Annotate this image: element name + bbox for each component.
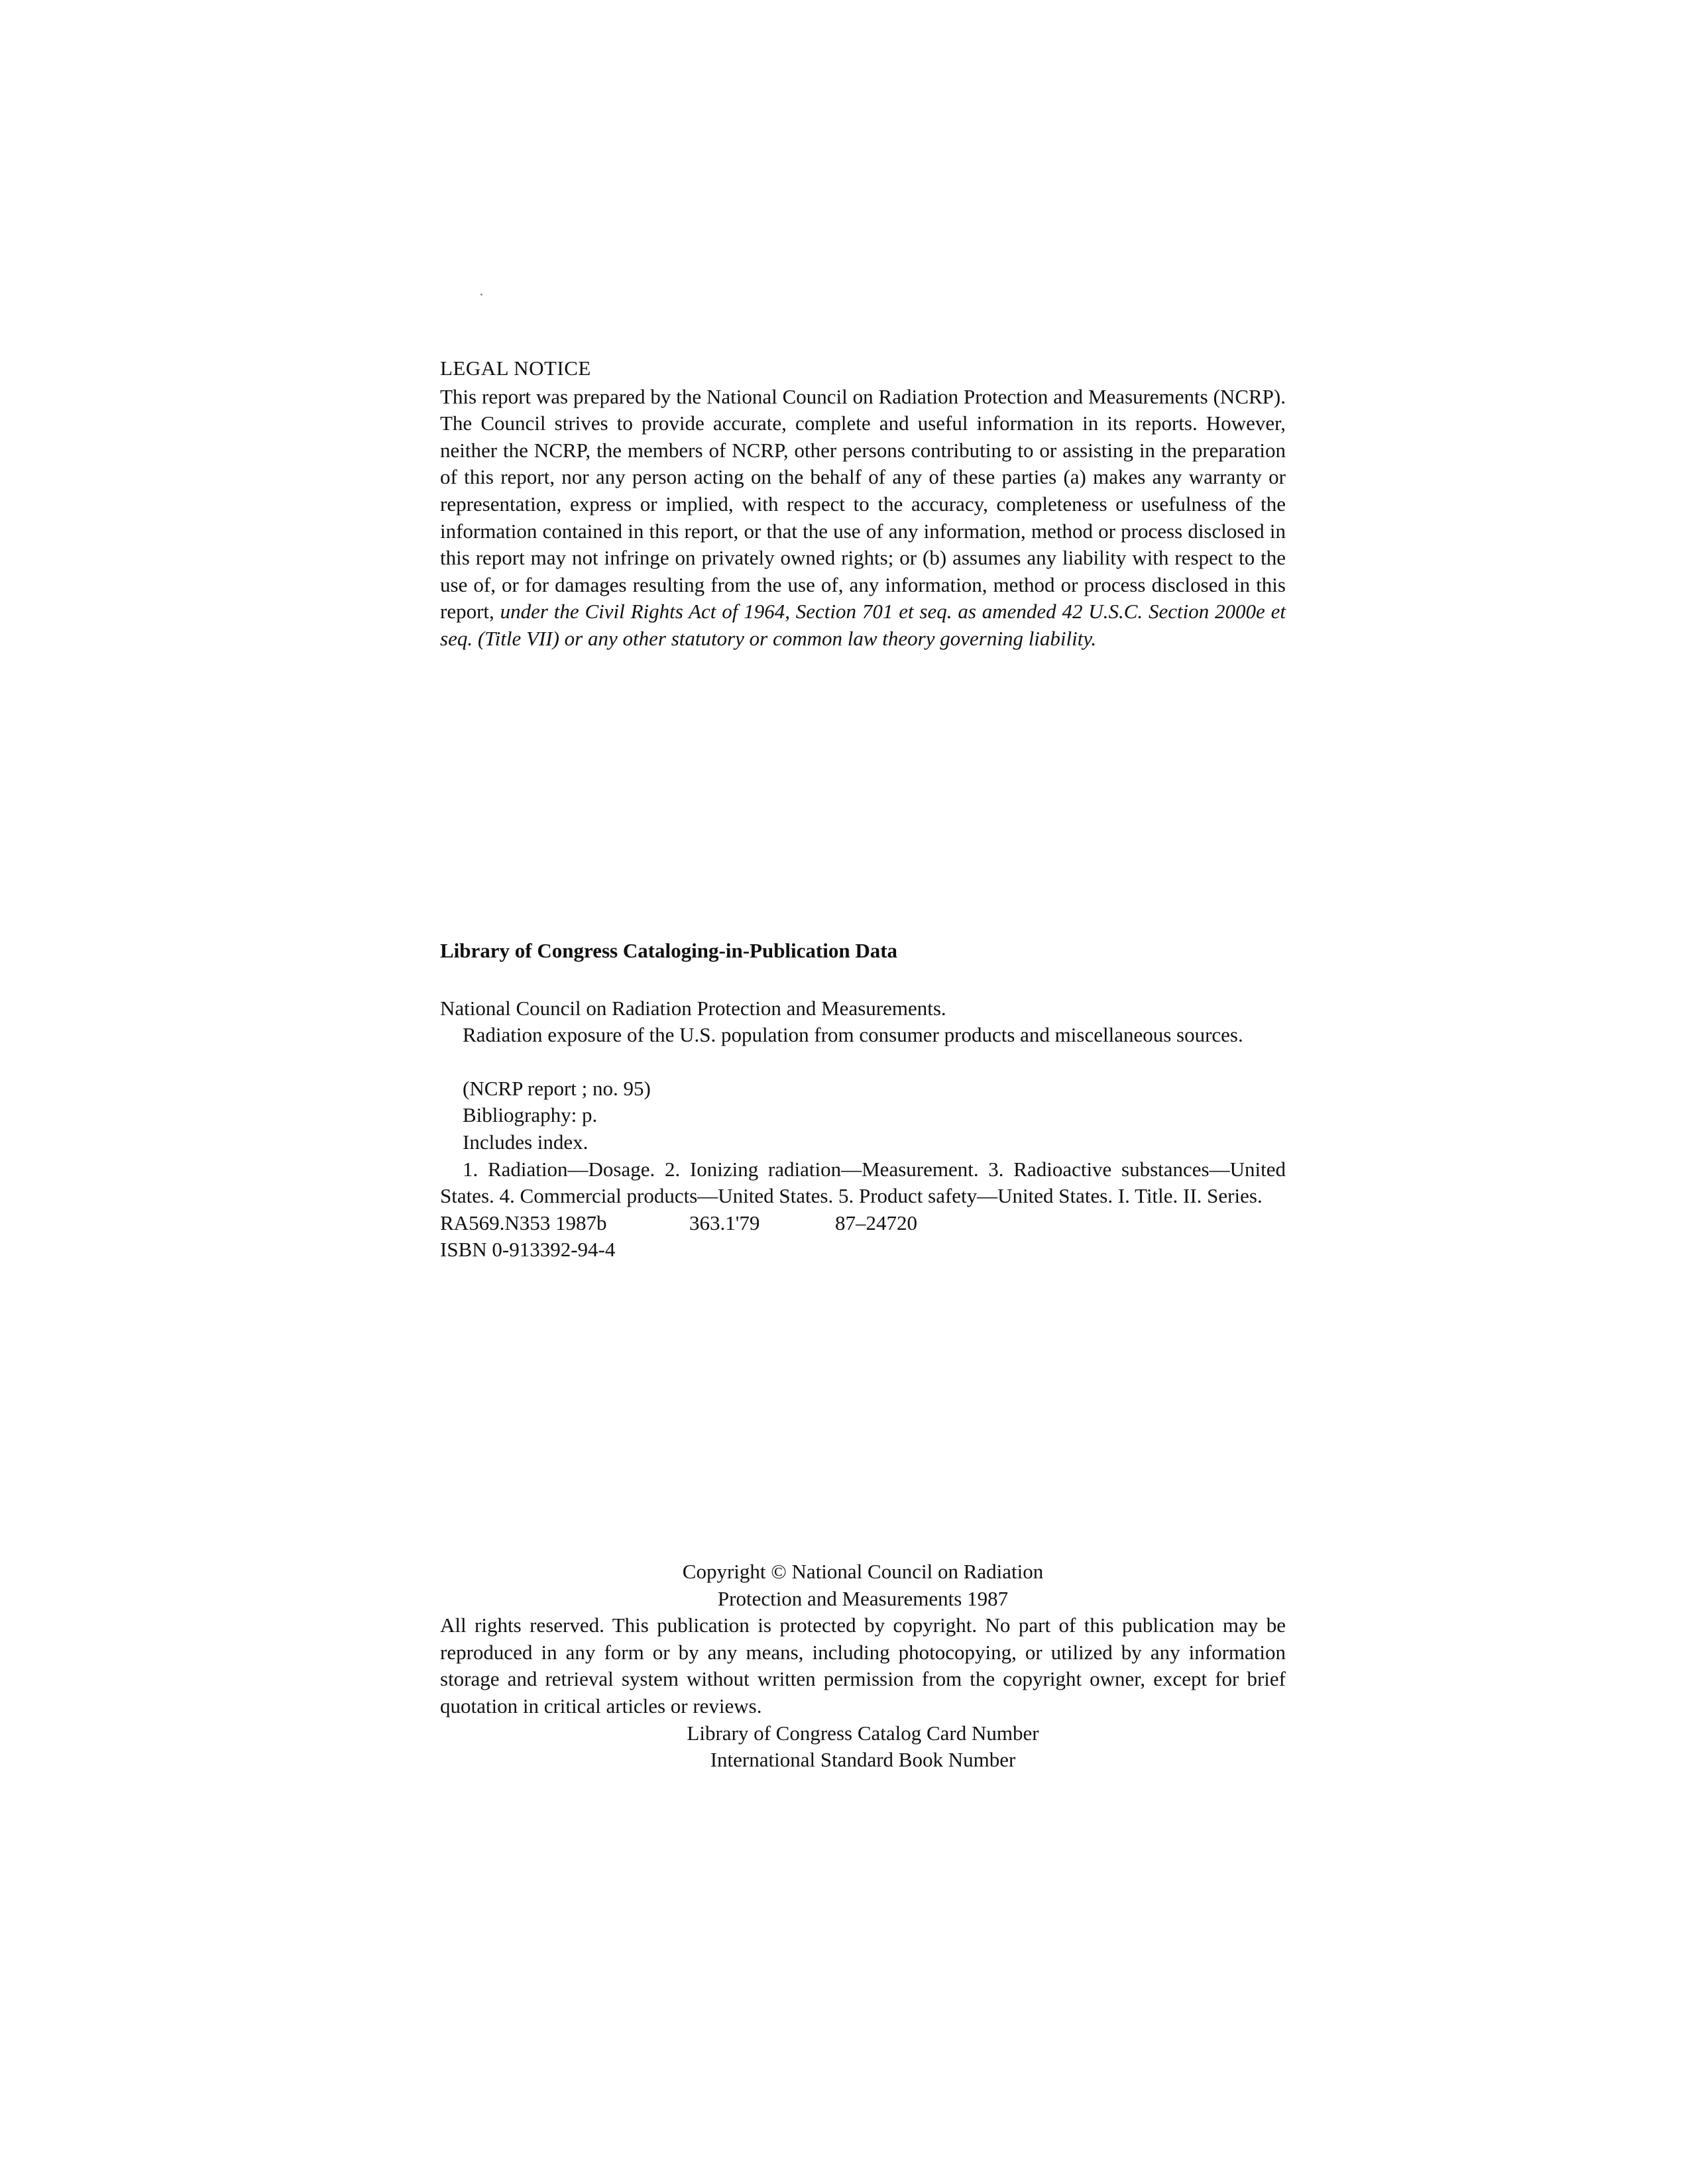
cip-description: Radiation exposure of the U.S. population from consumer products and miscellaneous sources. — [463, 1023, 1243, 1047]
cip-lccn: 87–24720 — [835, 1211, 917, 1234]
legal-notice-section — [440, 355, 1286, 653]
legal-notice-body-text: This report was prepared by the National Council on Radiation Protection and Measurements (NCRP). The Council strives to provide accurate, complete and useful information in its reports. However, neither the NCRP, the members of NCRP, other persons contributing to or assisting in the preparation of this report, nor any person acting on the behalf of any of these parties (a) makes any warranty or representation, express or implied, with respect to the accuracy, completeness or usefulness of the information contained in this report, or that the use of any information, method or process disclosed in this report may not infringe on privately owned rights; or (b) assumes any liability with respect to the use of, or for damages resulting from the use of, any information, method or process disclosed in this report, — [440, 384, 1286, 624]
copyright-rights: All rights reserved. This publication is protected by copyright. No part of this publication may be reproduced in any form or by any means, including photocopying, or utilized by any information storage and retrieval system without written permission from the copyright owner, except for brief quotation in critical articles or reviews. — [440, 1613, 1286, 1718]
cip-dewey: 363.1'79 — [689, 1211, 760, 1234]
copyright-line-2: Protection and Measurements 1987 — [717, 1586, 1009, 1610]
cip-subjects: 1. Radiation—Dosage. 2. Ionizing radiation—Measurement. 3. Radioactive substances—United States. 4. Commercial products—United States. 5. Product safety—United States. I. Title. II. Series. — [440, 1157, 1286, 1208]
catalog-card-label: Library of Congress Catalog Card Number — [687, 1721, 1039, 1745]
cip-data-section — [440, 938, 1286, 1264]
legal-notice-heading: LEGAL NOTICE — [440, 356, 591, 380]
cip-call-number: RA569.N353 1987b — [440, 1211, 607, 1234]
cip-index-note: Includes index. — [463, 1130, 589, 1154]
cip-call-numbers — [440, 1210, 1286, 1237]
isbn-label: International Standard Book Number — [710, 1748, 1016, 1772]
copyright-section — [440, 1558, 1286, 1774]
cip-title: Library of Congress Cataloging-in-Publication Data — [440, 939, 898, 962]
cip-series-note: (NCRP report ; no. 95) — [463, 1076, 651, 1100]
cip-spacer — [440, 1049, 1286, 1075]
legal-notice-body-italic: under the Civil Rights Act of 1964, Section 701 et seq. as amended 42 U.S.C. Section 2000e et seq. (Title VII) or any other statutory or common law theory governing liability. — [440, 600, 1286, 650]
cip-isbn: ISBN 0-913392-94-4 — [440, 1238, 616, 1262]
scan-speck — [480, 294, 482, 296]
copyright-line-1: Copyright © National Council on Radiation — [682, 1560, 1044, 1583]
legal-notice-body — [440, 384, 1286, 653]
cip-bibliography: Bibliography: p. — [463, 1103, 598, 1127]
cip-author: National Council on Radiation Protection and Measurements. — [440, 996, 946, 1020]
